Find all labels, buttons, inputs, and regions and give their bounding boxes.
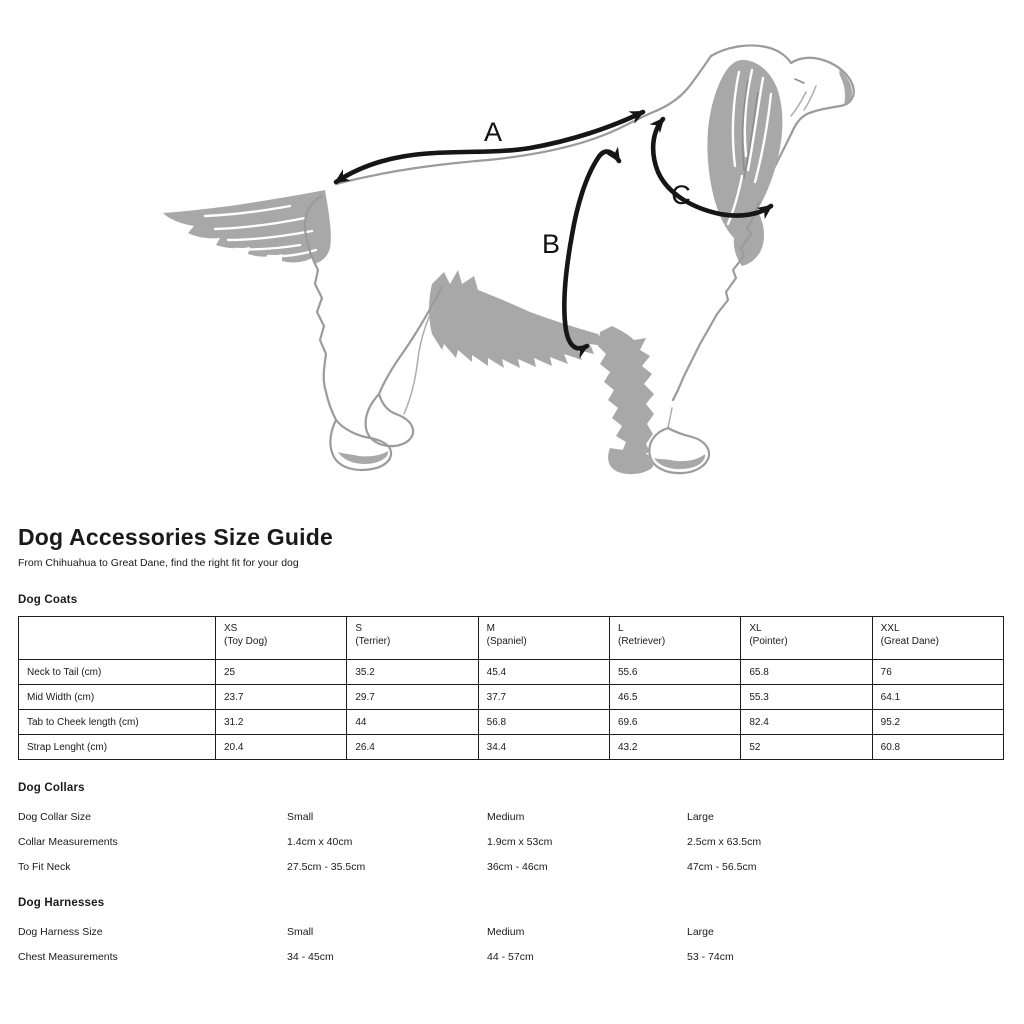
size-code: M [486, 623, 495, 634]
coats-cell: 25 [216, 660, 347, 685]
fit-neck-medium: 36cm - 46cm [487, 861, 548, 873]
size-breed: (Spaniel) [486, 635, 527, 647]
dog-eye [795, 79, 804, 83]
coats-cell: 82.4 [741, 710, 872, 735]
section-heading-dog-coats: Dog Coats [18, 594, 78, 606]
coats-cell: 44 [347, 710, 478, 735]
chest-measurement-small: 34 - 45cm [287, 951, 334, 963]
coats-cell: 45.4 [478, 660, 609, 685]
label-a: A [483, 117, 503, 147]
fit-neck-large: 47cm - 56.5cm [687, 861, 757, 873]
dog-front-leg-feathering [598, 326, 654, 455]
coats-corner-cell [19, 617, 216, 660]
size-code: XXL [880, 623, 900, 634]
coats-cell: 31.2 [216, 710, 347, 735]
coats-cell: 52 [741, 735, 872, 760]
row-label: Dog Collar Size [18, 811, 91, 823]
size-breed: (Retriever) [617, 635, 666, 647]
collar-size-medium: Medium [487, 811, 525, 823]
row-label: Mid Width (cm) [19, 685, 216, 710]
coats-cell: 46.5 [609, 685, 740, 710]
size-breed: (Toy Dog) [224, 635, 268, 647]
coats-cell: 69.6 [609, 710, 740, 735]
coats-cell: 76 [872, 660, 1003, 685]
table-row-neck-to-tail [19, 660, 1004, 685]
coats-cell: 64.1 [872, 685, 1003, 710]
row-label: To Fit Neck [18, 861, 71, 873]
coats-cell: 65.8 [741, 660, 872, 685]
collar-size-small: Small [287, 811, 314, 823]
collar-measurement-medium: 1.9cm x 53cm [487, 836, 553, 848]
arrow-b-girth [564, 152, 619, 349]
coats-col-header-xs [216, 617, 347, 660]
page-subtitle: From Chihuahua to Great Dane, find the right fit for your dog [18, 557, 299, 569]
coats-col-header-xl [741, 617, 872, 660]
collar-size-row [18, 811, 1006, 833]
size-breed: (Pointer) [749, 635, 788, 647]
size-code: XS [224, 623, 238, 634]
coats-col-header-s [347, 617, 478, 660]
fit-neck-small: 27.5cm - 35.5cm [287, 861, 366, 873]
coats-cell: 95.2 [872, 710, 1003, 735]
row-label: Tab to Cheek length (cm) [19, 710, 216, 735]
coats-cell: 43.2 [609, 735, 740, 760]
table-row-mid-width [19, 685, 1004, 710]
coats-col-header-m [478, 617, 609, 660]
collar-size-large: Large [687, 811, 714, 823]
collar-measurement-small: 1.4cm x 40cm [287, 836, 353, 848]
collar-measurements-row [18, 836, 1006, 858]
coats-cell: 56.8 [478, 710, 609, 735]
size-code: S [355, 623, 362, 634]
size-code: XL [749, 623, 762, 634]
coats-cell: 60.8 [872, 735, 1003, 760]
harness-size-small: Small [287, 926, 314, 938]
harness-chest-row [18, 951, 1006, 973]
collar-fit-neck-row [18, 861, 1006, 883]
measurement-arrows [336, 112, 771, 348]
chest-measurement-large: 53 - 74cm [687, 951, 734, 963]
dog-coats-table [18, 616, 1004, 760]
coats-cell: 35.2 [347, 660, 478, 685]
chest-measurement-medium: 44 - 57cm [487, 951, 534, 963]
coats-cell: 20.4 [216, 735, 347, 760]
row-label: Neck to Tail (cm) [19, 660, 216, 685]
size-breed: (Terrier) [355, 635, 391, 647]
coats-header-row [19, 617, 1004, 660]
row-label: Dog Harness Size [18, 926, 103, 938]
coats-col-header-xxl [872, 617, 1003, 660]
harness-size-large: Large [687, 926, 714, 938]
label-c: C [671, 180, 691, 210]
size-breed: (Great Dane) [880, 635, 939, 647]
table-row-strap-length [19, 735, 1004, 760]
harness-size-row [18, 926, 1006, 948]
coats-cell: 23.7 [216, 685, 347, 710]
row-label: Chest Measurements [18, 951, 118, 963]
coats-cell: 34.4 [478, 735, 609, 760]
row-label: Collar Measurements [18, 836, 118, 848]
coats-cell: 29.7 [347, 685, 478, 710]
coats-cell: 55.6 [609, 660, 740, 685]
row-label: Strap Lenght (cm) [19, 735, 216, 760]
coats-cell: 37.7 [478, 685, 609, 710]
harness-size-medium: Medium [487, 926, 525, 938]
page-title: Dog Accessories Size Guide [18, 524, 333, 550]
coats-cell: 26.4 [347, 735, 478, 760]
size-code: L [617, 623, 624, 634]
dog-illustration [163, 45, 854, 474]
label-b: B [541, 229, 561, 259]
coats-col-header-l [609, 617, 740, 660]
coats-cell: 55.3 [741, 685, 872, 710]
table-row-tab-to-cheek [19, 710, 1004, 735]
dog-belly-feathering [429, 270, 604, 368]
collar-measurement-large: 2.5cm x 63.5cm [687, 836, 762, 848]
section-heading-dog-collars: Dog Collars [18, 782, 85, 794]
dog-hind-leg [379, 287, 442, 394]
section-heading-dog-harnesses: Dog Harnesses [18, 897, 105, 909]
